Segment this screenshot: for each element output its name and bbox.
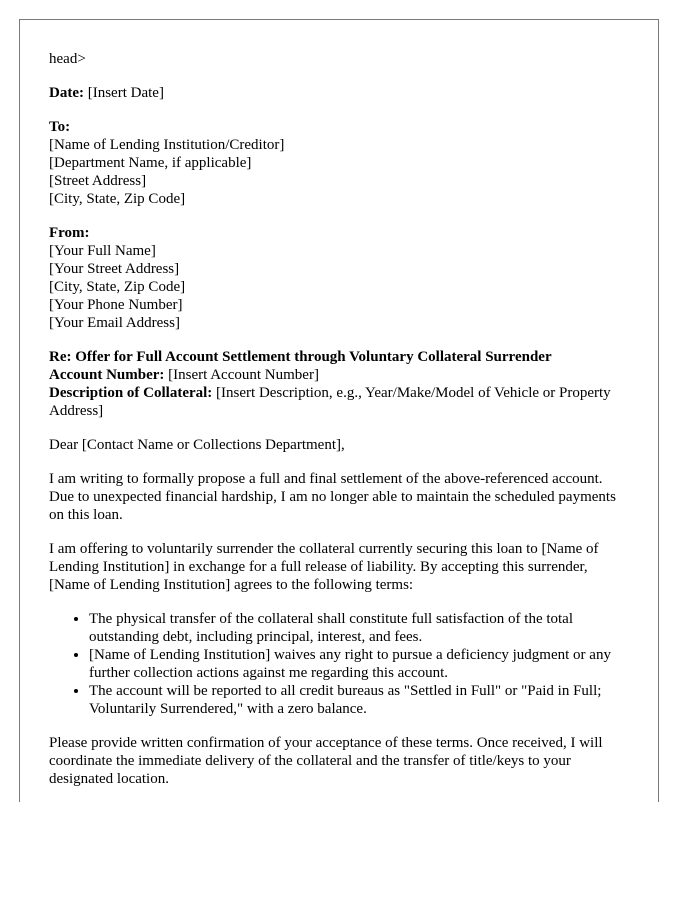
to-label: To: xyxy=(49,119,71,135)
sender-block xyxy=(49,224,629,332)
recipient-line: [Street Address] xyxy=(49,173,147,189)
letter-page xyxy=(19,19,659,802)
list-item: • The physical transfer of the collateral shall constitute full satisfaction of the total outstanding debt, including principal, interest, and fees. xyxy=(89,610,629,646)
sender-line: [Your Full Name] xyxy=(49,243,156,259)
account-number-line xyxy=(49,366,629,384)
body-paragraph: I am writing to formally propose a full and final settlement of the above-referenced account. Due to unexpected financial hardship, I am no longer able to maintain the scheduled payments on this loan. xyxy=(49,471,616,523)
sender-line: [Your Phone Number] xyxy=(49,297,183,313)
date-line xyxy=(49,84,629,102)
sender-line: [Your Email Address] xyxy=(49,315,180,331)
recipient-line: [Name of Lending Institution/Creditor] xyxy=(49,137,285,153)
date-value: [Insert Date] xyxy=(87,85,164,101)
sender-line: [Your Street Address] xyxy=(49,261,180,277)
list-item: • [Name of Lending Institution] waives any right to pursue a deficiency judgment or any further collection actions against me regarding this account. xyxy=(89,646,629,682)
reference-block xyxy=(49,348,629,420)
collateral-label: Description of Collateral: xyxy=(49,385,213,401)
collateral-line xyxy=(49,384,629,420)
from-label: From: xyxy=(49,225,90,241)
recipient-block xyxy=(49,118,629,208)
list-item: • The account will be reported to all credit bureaus as "Settled in Full" or "Paid in Full; Voluntarily Surrendered," with a zero balance. xyxy=(89,682,629,718)
closing-paragraph: Please provide written confirmation of your acceptance of these terms. Once received, I will coordinate the immediate delivery of the collateral and the transfer of title/keys to your designated location. xyxy=(49,735,603,787)
salutation: Dear [Contact Name or Collections Department], xyxy=(49,437,345,453)
account-number-label: Account Number: xyxy=(49,367,165,383)
account-number-value: [Insert Account Number] xyxy=(168,367,319,383)
recipient-line: [Department Name, if applicable] xyxy=(49,155,252,171)
subject-line: Re: Offer for Full Account Settlement through Voluntary Collateral Surrender xyxy=(49,349,552,365)
stray-header-text: head> xyxy=(49,51,86,67)
collateral-value: [Insert Description, e.g., Year/Make/Model of Vehicle or Property Address] xyxy=(49,385,611,419)
recipient-line: [City, State, Zip Code] xyxy=(49,191,186,207)
sender-line: [City, State, Zip Code] xyxy=(49,279,186,295)
body-paragraph: I am offering to voluntarily surrender the collateral currently securing this loan to [Name of Lending Institution] in exchange for a full release of liability. By accepting this surrender, [Name of Lending Institution] agrees to the following terms: xyxy=(49,541,599,593)
date-label: Date: xyxy=(49,85,84,101)
terms-list xyxy=(49,610,629,718)
